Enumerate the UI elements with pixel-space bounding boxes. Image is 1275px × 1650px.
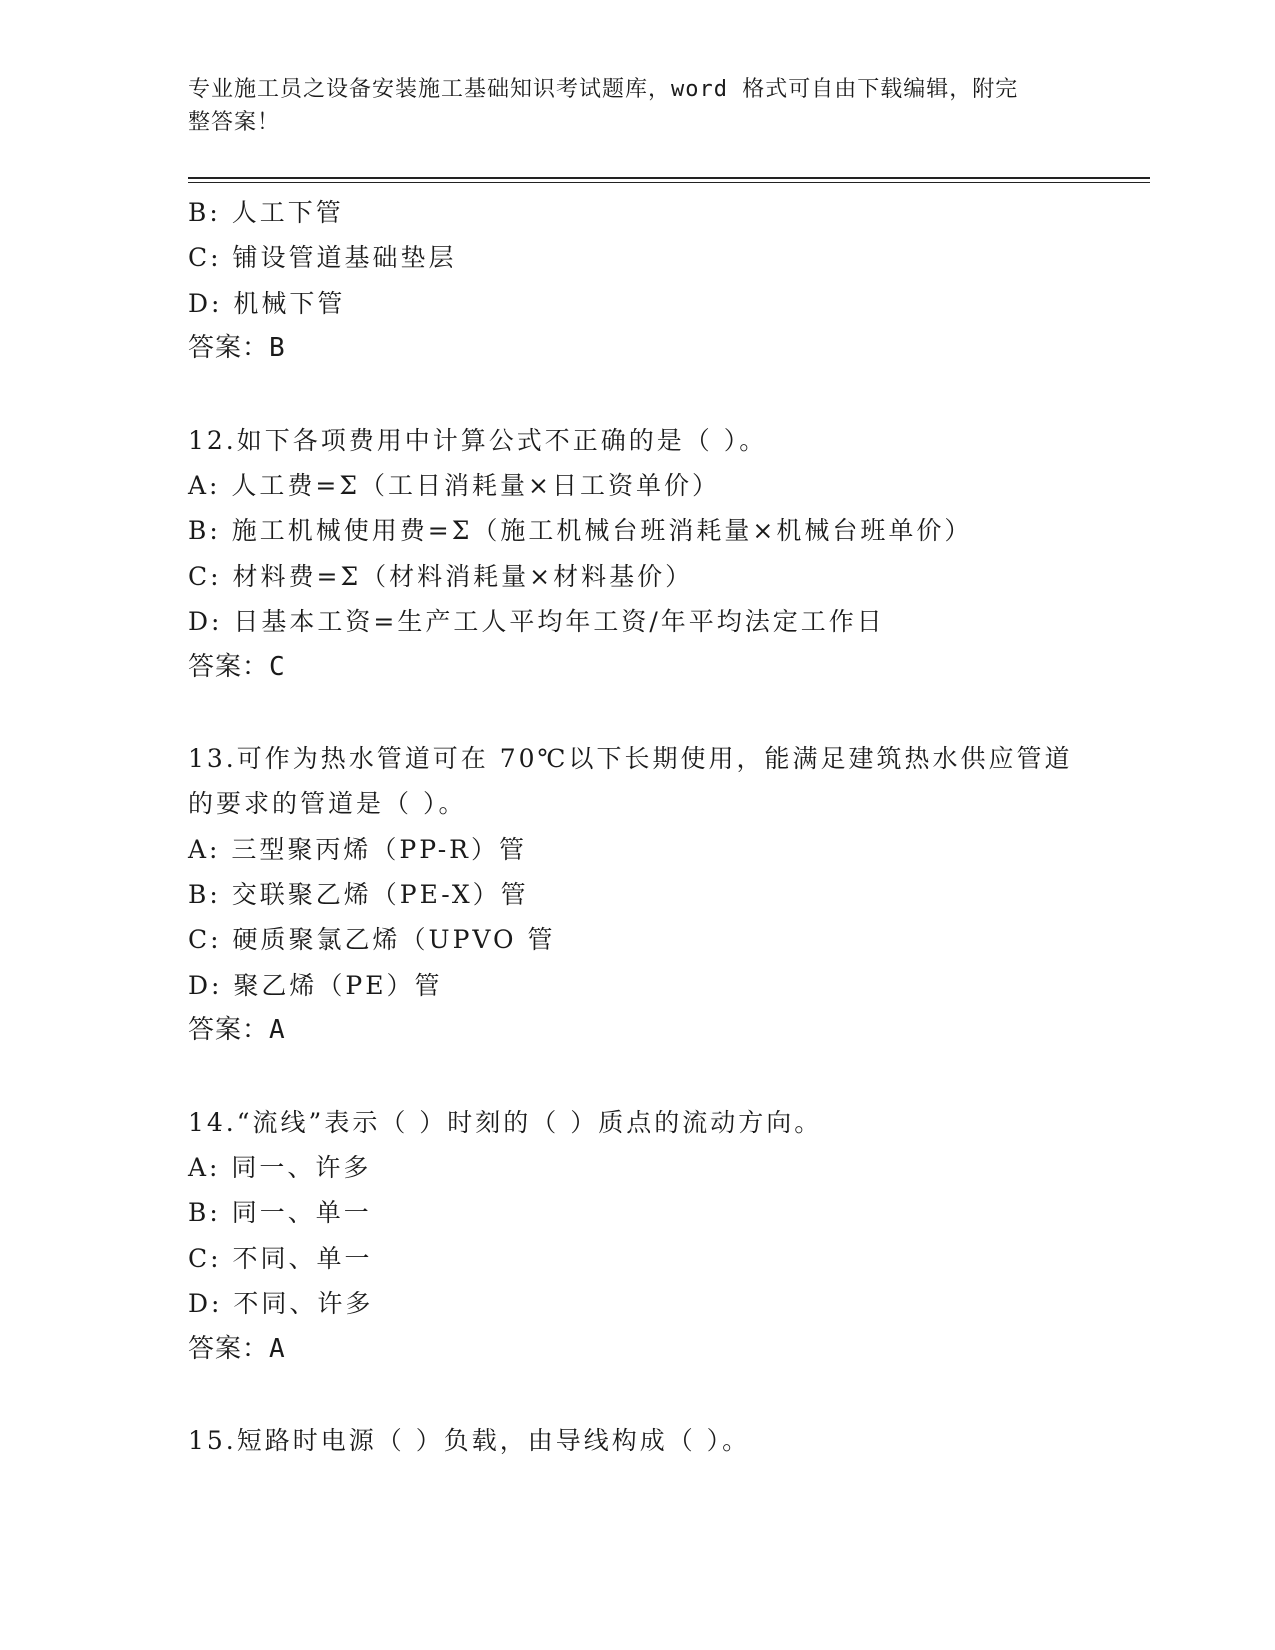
answer-line: 答案：C — [188, 651, 286, 682]
header-line-1: 专业施工员之设备安装施工基础知识考试题库，word 格式可自由下载编辑，附完 — [188, 77, 1019, 102]
option-a: A: 三型聚丙烯（PP-R）管 — [188, 834, 527, 864]
question-15 — [188, 1418, 1088, 1463]
option-a: A: 同一、许多 — [188, 1153, 372, 1183]
answer-line: 答案：A — [188, 1015, 286, 1046]
option-c: C: 硬质聚氯乙烯（UPVO 管 — [188, 925, 556, 955]
spacer — [188, 1372, 1088, 1418]
option-a: A: 人工费=Σ（工日消耗量×日工资单价） — [188, 470, 720, 500]
question-text: 12.如下各项费用中计算公式不正确的是（ ）。 — [188, 425, 768, 455]
answer-line: 答案：B — [188, 333, 286, 364]
question-list — [188, 190, 1088, 1463]
question-11 — [188, 190, 1088, 372]
option-d: D: 聚乙烯（PE）管 — [188, 970, 443, 1000]
spacer — [188, 690, 1088, 736]
header-divider-thick — [188, 177, 1150, 179]
question-text-line-2: 的要求的管道是（ ）。 — [188, 789, 467, 819]
document-header — [188, 73, 1068, 139]
option-b: B: 交联聚乙烯（PE-X）管 — [188, 880, 529, 910]
answer-line: 答案：A — [188, 1333, 286, 1364]
header-line-2: 整答案！ — [188, 110, 281, 135]
header-divider-thin — [188, 182, 1150, 183]
question-14 — [188, 1100, 1088, 1372]
question-text: 15.短路时电源（ ）负载，由导线构成（ ）。 — [188, 1425, 751, 1455]
option-c: C: 铺设管道基础垫层 — [188, 243, 457, 273]
question-12 — [188, 418, 1088, 690]
question-text: 14.“流线”表示（ ）时刻的（ ）质点的流动方向。 — [188, 1107, 823, 1137]
option-c: C: 材料费=Σ（材料消耗量×材料基价） — [188, 561, 694, 591]
option-d: D: 不同、许多 — [188, 1289, 374, 1319]
spacer — [188, 372, 1088, 418]
option-b: B: 同一、单一 — [188, 1198, 372, 1228]
option-c: C: 不同、单一 — [188, 1243, 373, 1273]
option-b: B: 人工下管 — [188, 198, 344, 227]
question-13 — [188, 736, 1088, 1054]
option-b: B: 施工机械使用费=Σ（施工机械台班消耗量×机械台班单价） — [188, 516, 973, 546]
option-d: D: 日基本工资=生产工人平均年工资/年平均法定工作日 — [188, 607, 885, 637]
spacer — [188, 1054, 1088, 1100]
question-text-line-1: 13.可作为热水管道可在 70℃以下长期使用，能满足建筑热水供应管道 — [188, 743, 1073, 773]
option-d: D: 机械下管 — [188, 288, 346, 318]
